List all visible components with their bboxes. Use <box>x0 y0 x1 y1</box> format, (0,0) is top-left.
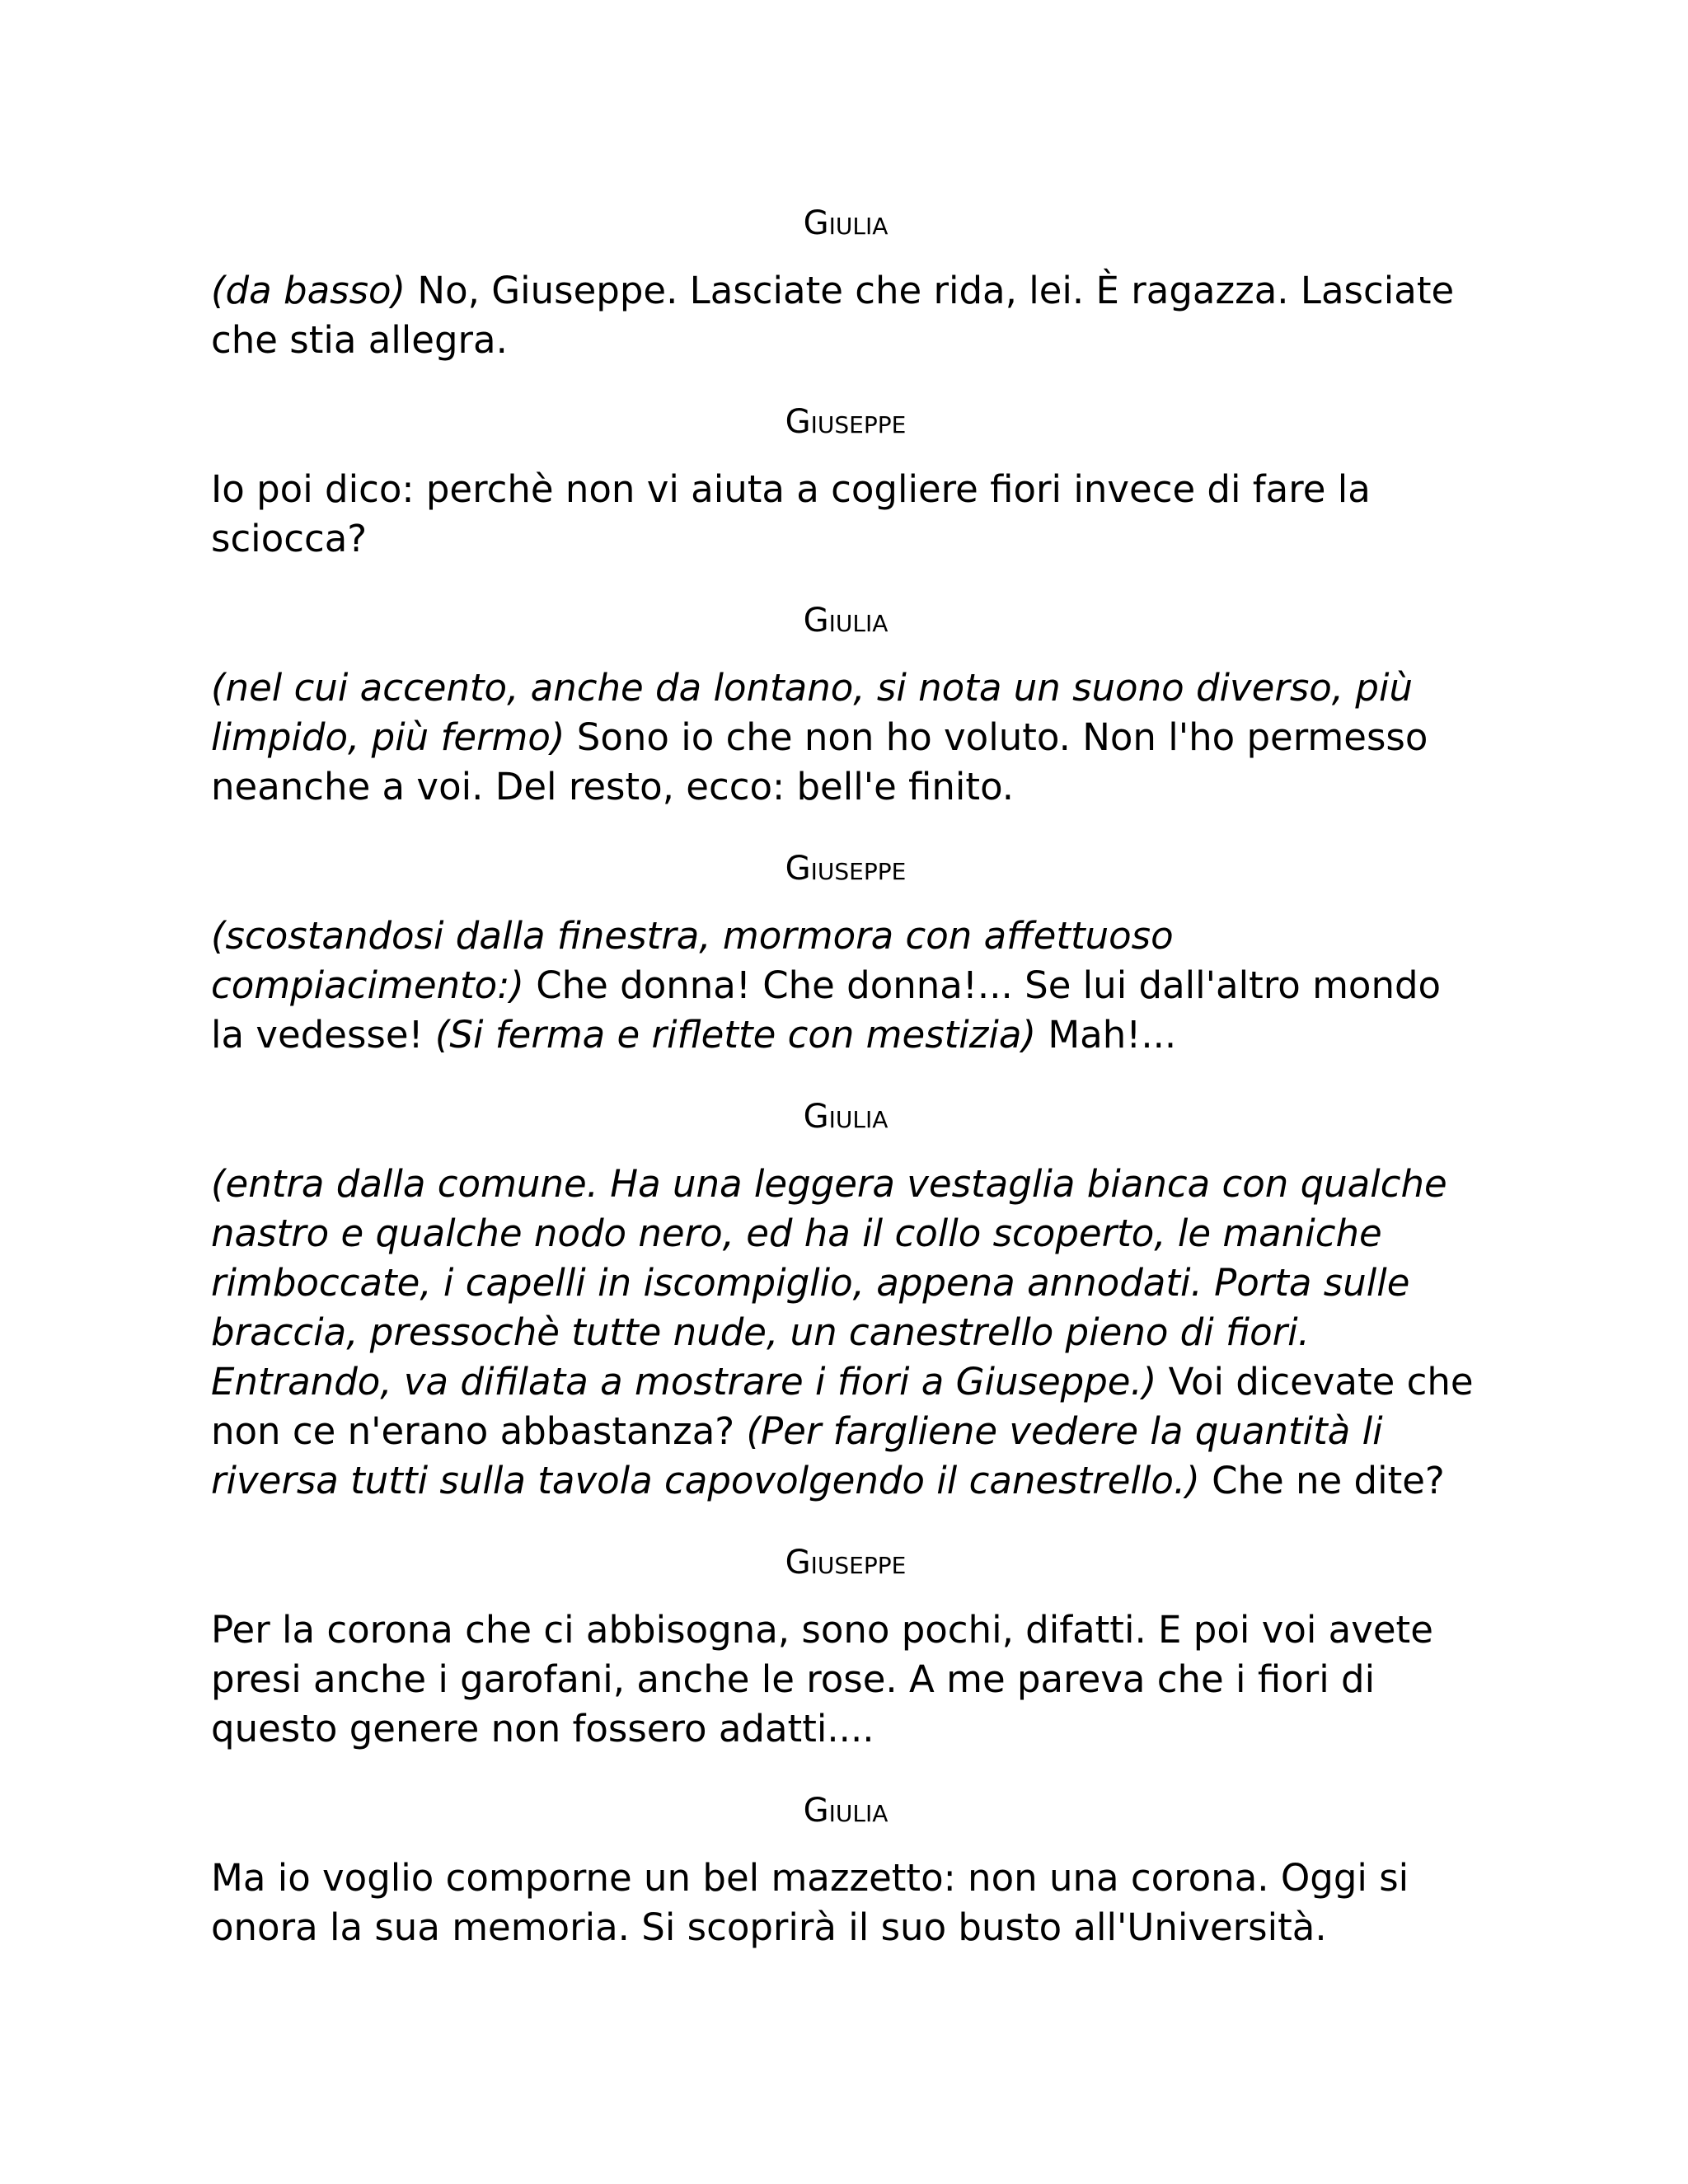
stage-direction: (Per fargliene vedere la quantità li riversa tutti sulla tavola capovolgendo il canestrello.) <box>211 1409 1383 1502</box>
dialogue-block <box>211 663 1480 812</box>
dialogue-text: Che donna! Che donna!... Se lui dall'altro mondo la vedesse! <box>211 963 1442 1057</box>
dialogue-block <box>211 465 1480 564</box>
speaker-name: Giuseppe <box>785 850 907 888</box>
dialogue-text: Per la corona che ci abbisogna, sono pochi, difatti. E poi voi avete presi anche i garofani, anche le rose. A me pareva che i fiori di questo genere non fossero adatti.... <box>211 1608 1433 1750</box>
dialogue-block <box>211 1160 1480 1506</box>
dialogue-text: Mah!... <box>1036 1013 1177 1057</box>
speaker-name: Giuseppe <box>785 1544 907 1582</box>
stage-direction: (nel cui accento, anche da lontano, si nota un suono diverso, più limpido, più fermo) <box>211 666 1413 759</box>
speaker-name: Giulia <box>803 204 889 242</box>
stage-direction: (Si ferma e riflette con mestizia) <box>434 1013 1037 1057</box>
dialogue-text: Sono io che non ho voluto. Non l'ho permesso neanche a voi. Del resto, ecco: bell'e finito. <box>211 715 1428 808</box>
dialogue-text: Che ne dite? <box>1199 1459 1445 1502</box>
dialogue-text: No, Giuseppe. Lasciate che rida, lei. È ragazza. Lasciate che stia allegra. <box>211 269 1455 362</box>
stage-direction: (entra dalla comune. Ha una leggera vestaglia bianca con qualche nastro e qualche nodo nero, ed ha il collo scoperto, le maniche rimboccate, i capelli in iscompiglio, appena annodati. Porta sulle braccia, pressochè tutte nude, un canestrello pieno di fiori. Entrando, va difilata a mostrare i fiori a Giuseppe.) <box>211 1162 1447 1404</box>
speaker-name: Giulia <box>803 602 889 640</box>
speaker-name: Giuseppe <box>785 403 907 441</box>
speaker-name: Giulia <box>803 1792 889 1830</box>
dialogue-text: Voi dicevate che non ce n'erano abbastanza? <box>211 1360 1474 1453</box>
dialogue-block <box>211 1605 1480 1754</box>
script-page <box>211 199 1480 1985</box>
stage-direction: (da basso) <box>211 269 406 312</box>
stage-direction: (scostandosi dalla finestra, mormora con affettuoso compiacimento:) <box>211 914 1174 1007</box>
dialogue-block <box>211 266 1480 365</box>
dialogue-block <box>211 1854 1480 1952</box>
dialogue-text: Io poi dico: perchè non vi aiuta a cogliere fiori invece di fare la sciocca? <box>211 467 1371 560</box>
dialogue-text: Ma io voglio comporne un bel mazzetto: non una corona. Oggi si onora la sua memoria. Si scoprirà il suo busto all'Università. <box>211 1856 1409 1949</box>
dialogue-block <box>211 912 1480 1060</box>
speaker-name: Giulia <box>803 1098 889 1136</box>
